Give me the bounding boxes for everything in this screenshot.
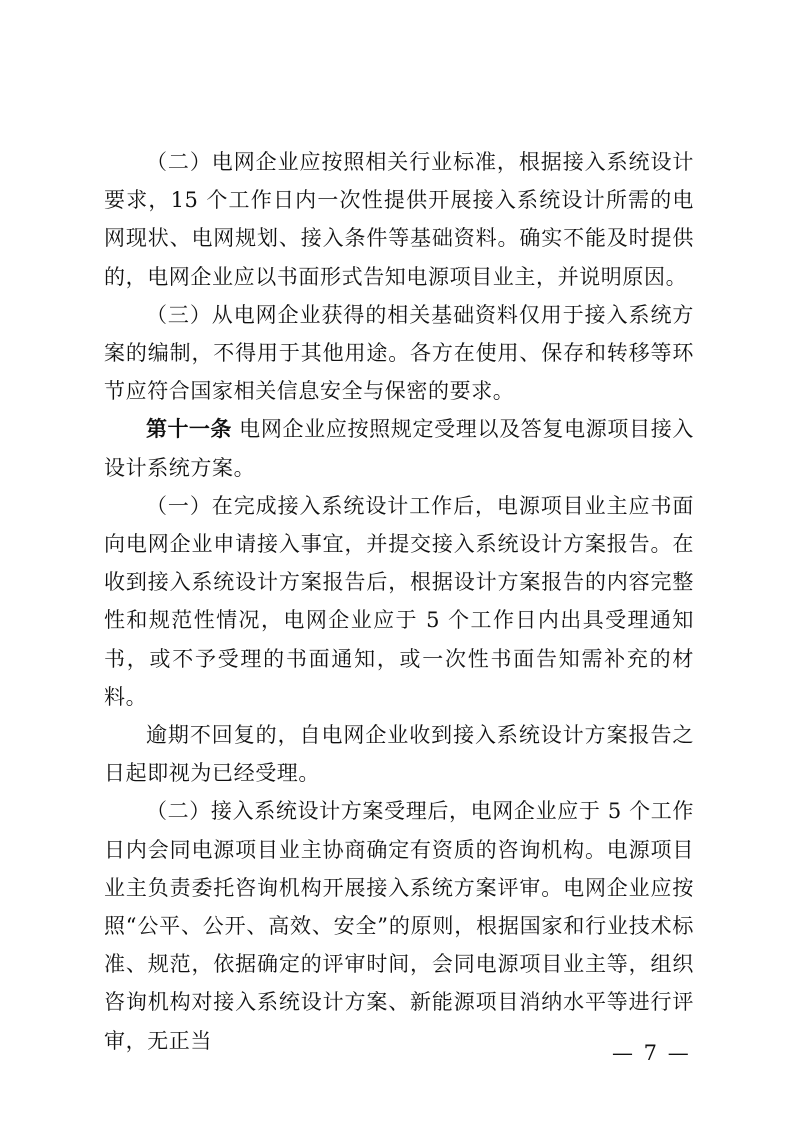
paragraph-2-grid-data-provision <box>104 143 694 296</box>
paragraph-2-review <box>104 792 694 1059</box>
paragraph-overdue <box>104 716 694 792</box>
paragraph-text: （二）电网企业应按照相关行业标准，根据接入系统设计要求，15 个工作日内一次性提供开展接入系统设计所需的电网现状、电网规划、接入条件等基础资料。确实不能及时提供的，电网企业应以书面形式告知电源项目业主，并说明原因。 <box>104 150 694 289</box>
document-body <box>104 143 694 1060</box>
paragraph-text: 逾期不回复的，自电网企业收到接入系统设计方案报告之日起即视为已经受理。 <box>104 723 694 786</box>
paragraph-text: （一）在完成接入系统设计工作后，电源项目业主应书面向电网企业申请接入事宜，并提交接入系统设计方案报告。在收到接入系统设计方案报告后，根据设计方案报告的内容完整性和规范性情况，电网企业应于 5 个工作日内出具受理通知书，或不予受理的书面通知，或一次性书面告知需补充的材料。 <box>104 493 694 709</box>
paragraph-text: （二）接入系统设计方案受理后，电网企业应于 5 个工作日内会同电源项目业主协商确定有资质的咨询机构。电源项目业主负责委托咨询机构开展接入系统方案评审。电网企业应按照“公平、公开、高效、安全”的原则，根据国家和行业技术标准、规范，依据确定的评审时间，会同电源项目业主等，组织咨询机构对接入系统设计方案、新能源项目消纳水平等进行评审，无正当 <box>104 799 694 1053</box>
paragraph-3-data-usage <box>104 296 694 411</box>
paragraph-1-application <box>104 487 694 716</box>
article-heading: 第十一条 <box>146 417 232 442</box>
paragraph-text: 电网企业应按照规定受理以及答复电源项目接入设计系统方案。 <box>104 417 694 480</box>
paragraph-text: （三）从电网企业获得的相关基础资料仅用于接入系统方案的编制，不得用于其他用途。各方在使用、保存和转移等环节应符合国家相关信息安全与保密的要求。 <box>104 302 694 404</box>
page-number: — 7 — <box>612 1041 691 1065</box>
article-11 <box>104 410 694 486</box>
